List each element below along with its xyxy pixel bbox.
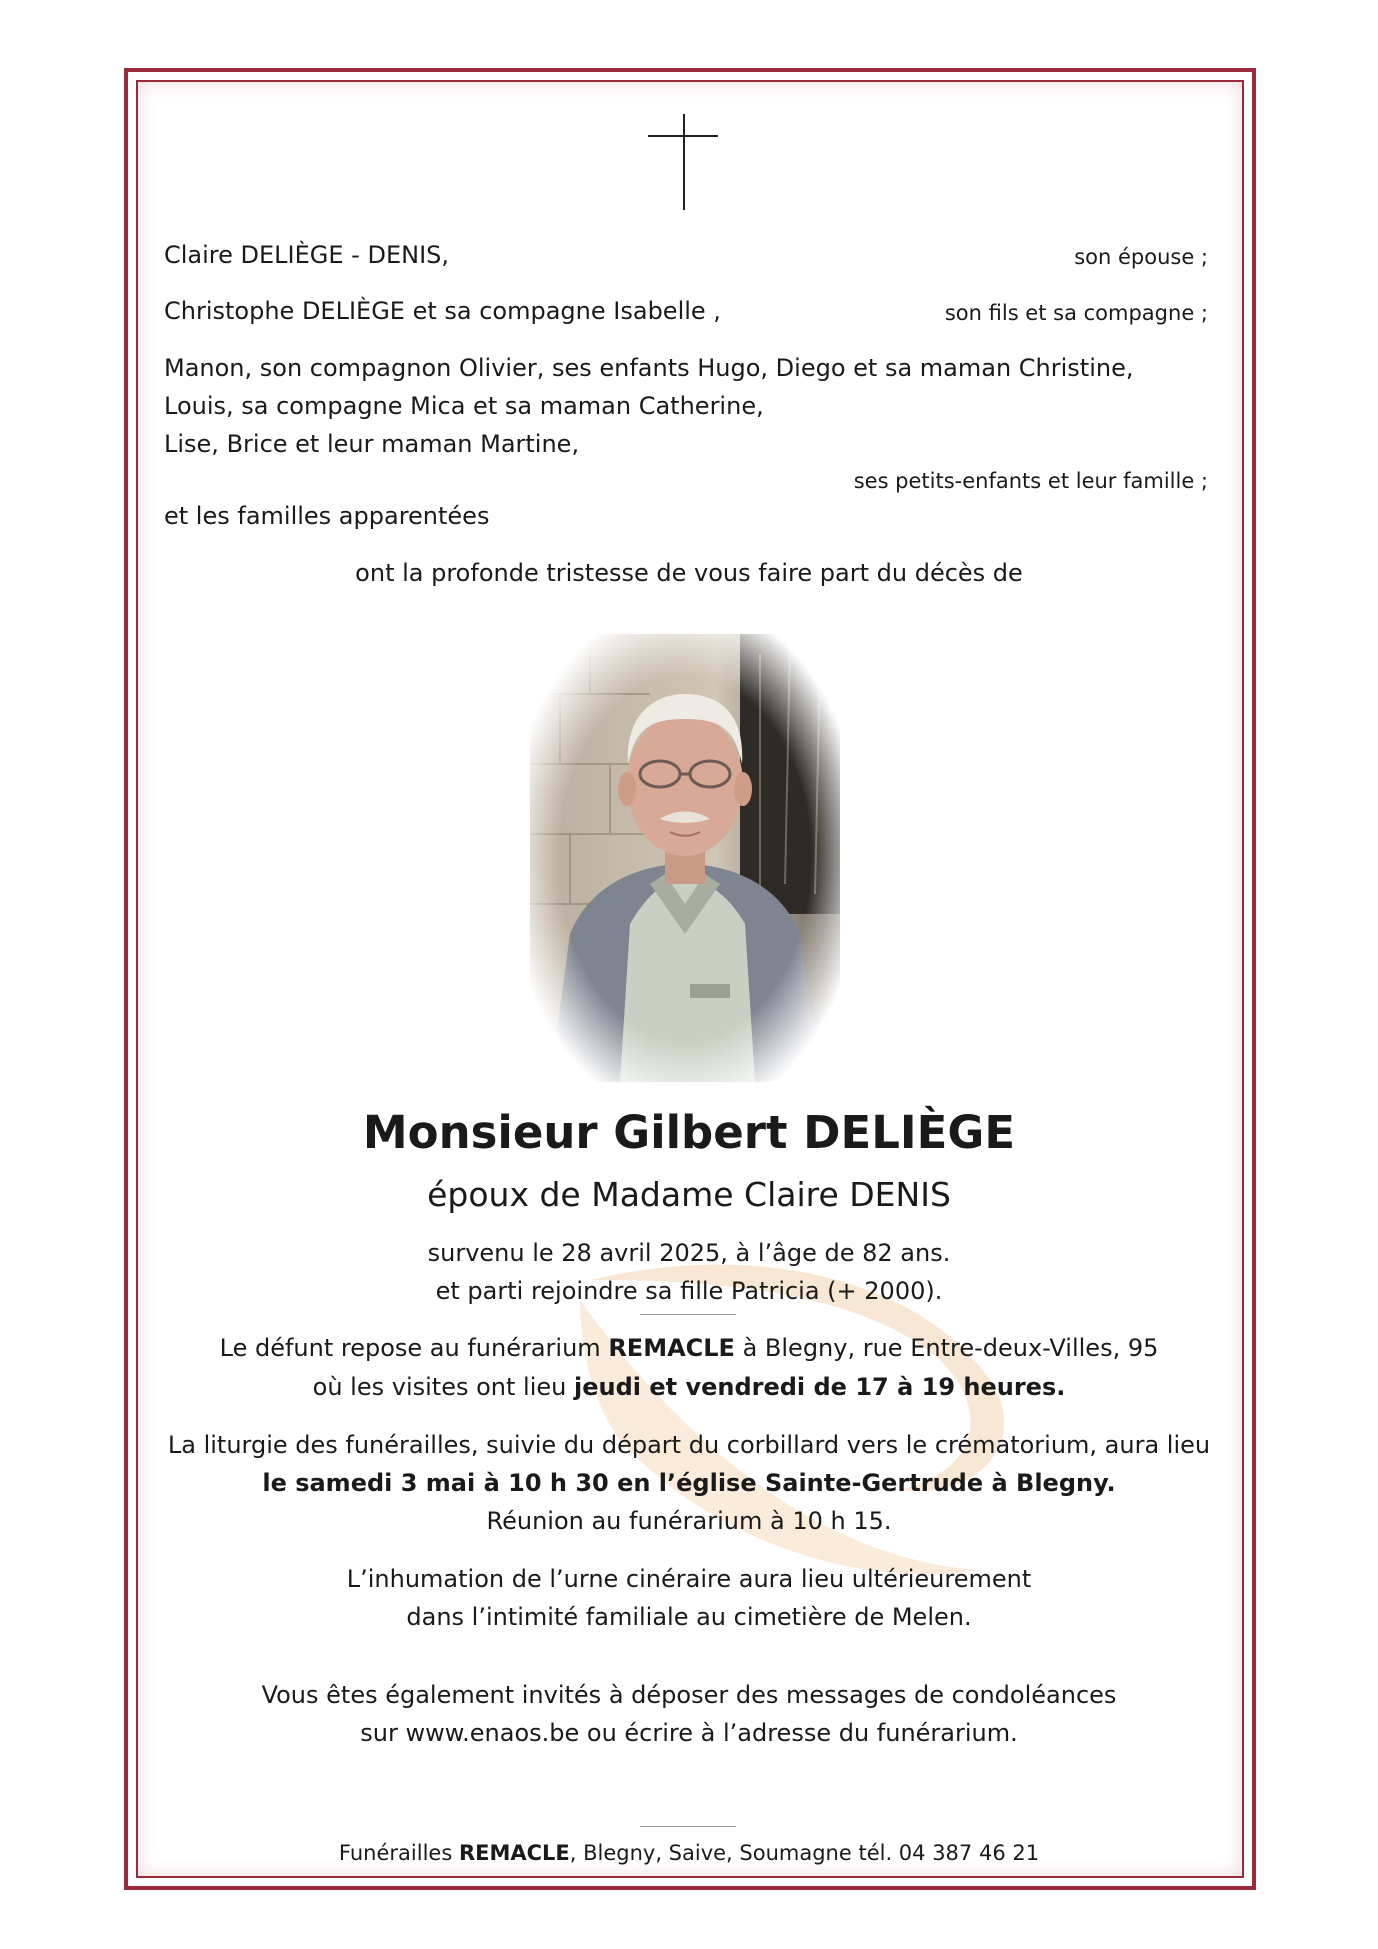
- grandchildren-relation: ses petits-enfants et leur famille ;: [853, 469, 1208, 493]
- funeral-line-3: Réunion au funérarium à 10 h 15.: [486, 1507, 892, 1535]
- deceased-name: Monsieur Gilbert DELIÈGE: [362, 1106, 1016, 1159]
- grandchild-line-1: Manon, son compagnon Olivier, ses enfants Hugo, Diego et sa maman Christine,: [164, 354, 1134, 382]
- son-relation: son fils et sa compagne ;: [944, 301, 1208, 325]
- portrait-photo: [530, 634, 840, 1082]
- daughter-line: et parti rejoindre sa fille Patricia (+ 2000).: [435, 1277, 943, 1305]
- visits-line-1: Le défunt repose au funérarium REMACLE à Blegny, rue Entre-deux-Villes, 95: [219, 1334, 1159, 1362]
- condolences-line-2: sur www.enaos.be ou écrire à l’adresse du funérarium.: [360, 1719, 1018, 1747]
- wife-relation: son épouse ;: [1074, 245, 1208, 269]
- wife-name: Claire DELIÈGE - DENIS,: [164, 241, 450, 269]
- condolences-line-1: Vous êtes également invités à déposer des messages de condoléances: [261, 1681, 1117, 1709]
- funeral-line-1: La liturgie des funérailles, suivie du départ du corbillard vers le crématorium, aura lieu: [167, 1431, 1211, 1459]
- son-name: Christophe DELIÈGE et sa compagne Isabelle ,: [164, 297, 721, 325]
- grandchild-line-2: Louis, sa compagne Mica et sa maman Catherine,: [164, 392, 764, 420]
- footer-line: Funérailles REMACLE, Blegny, Saive, Soumagne tél. 04 387 46 21: [338, 1841, 1040, 1865]
- announce-line: ont la profonde tristesse de vous faire part du décès de: [355, 559, 1023, 587]
- grandchild-line-3: Lise, Brice et leur maman Martine,: [164, 430, 580, 458]
- families-line: et les familles apparentées: [164, 502, 490, 530]
- spouse-line: époux de Madame Claire DENIS: [427, 1175, 951, 1214]
- burial-line-2: dans l’intimité familiale au cimetière de Melen.: [406, 1603, 972, 1631]
- divider: [640, 1314, 736, 1315]
- footer-divider: [640, 1826, 736, 1827]
- visits-line-2: où les visites ont lieu jeudi et vendredi de 17 à 19 heures.: [312, 1373, 1066, 1401]
- burial-line-1: L’inhumation de l’urne cinéraire aura lieu ultérieurement: [346, 1565, 1032, 1593]
- cross-icon: [648, 114, 718, 210]
- funeral-line-2: le samedi 3 mai à 10 h 30 en l’église Sainte-Gertrude à Blegny.: [262, 1469, 1116, 1497]
- death-line: survenu le 28 avril 2025, à l’âge de 82 ans.: [427, 1239, 951, 1267]
